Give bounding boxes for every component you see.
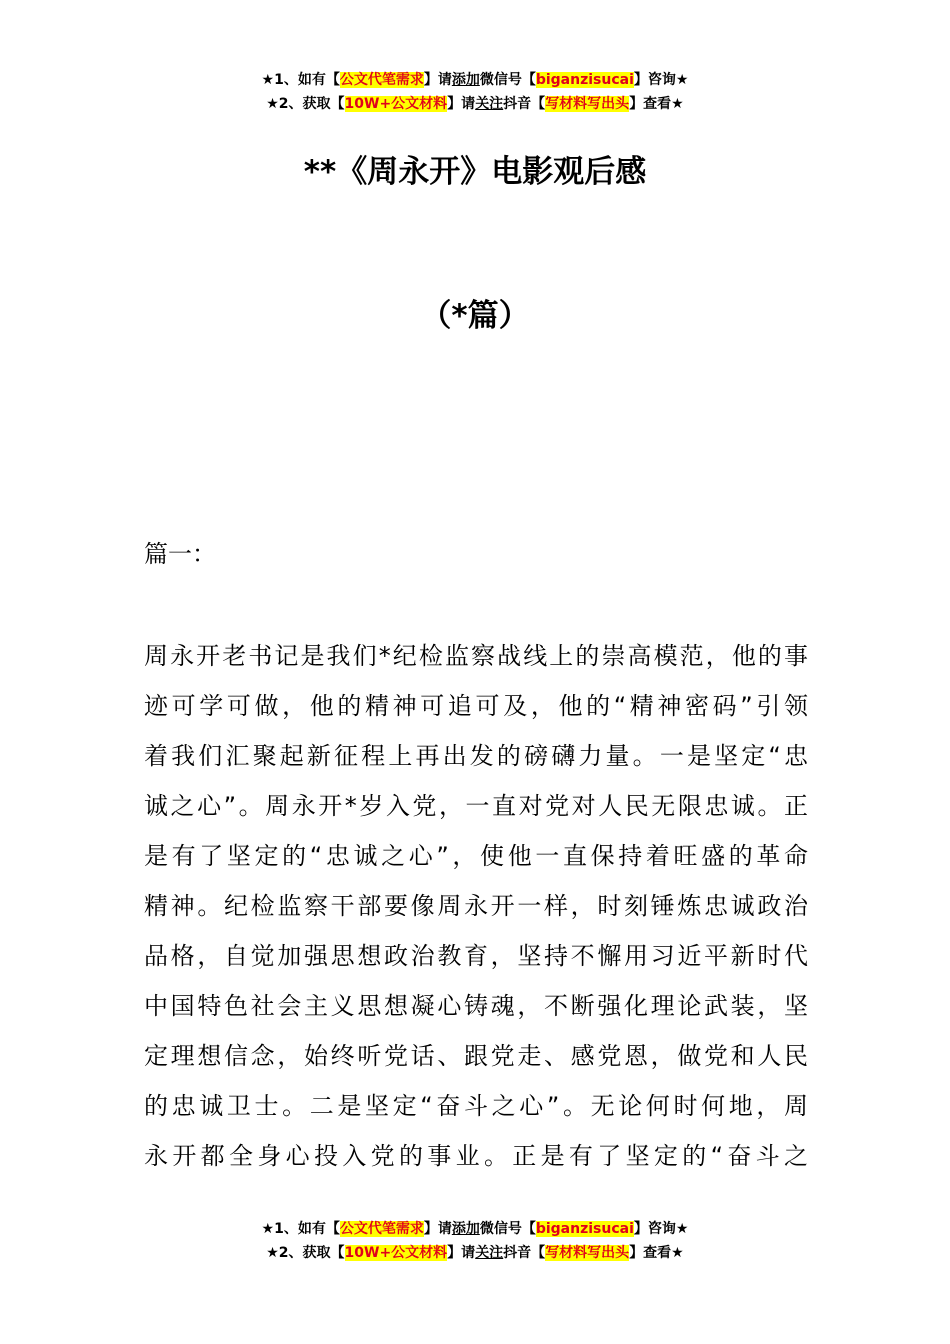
promo-text: 微信号【 — [479, 1221, 536, 1237]
promo-text: 】咨询★ — [633, 72, 689, 88]
body-line: 的忠诚卫士。二是坚定“奋斗之心”。无论何时何地，周 — [144, 1092, 808, 1120]
promo-underlined-text: 关注 — [475, 1245, 504, 1261]
promo-text: 】请 — [423, 72, 452, 88]
promo-text: 】请 — [447, 96, 476, 112]
promo-text: 微信号【 — [479, 72, 536, 88]
promo-highlight: 10W+公文材料 — [344, 96, 448, 112]
promo-text: ★1、如有【 — [261, 1221, 340, 1237]
promo-text: ★2、获取【 — [266, 96, 345, 112]
promo-highlight: 公文代笔需求 — [339, 72, 424, 88]
footer-promo-banner — [0, 1217, 950, 1265]
promo-underlined-text: 关注 — [475, 96, 504, 112]
body-line: 着我们汇聚起新征程上再出发的磅礴力量。一是坚定“忠 — [144, 742, 808, 770]
promo-wechat-id: biganzisucai — [535, 1221, 634, 1237]
promo-text: 抖音【 — [503, 96, 546, 112]
promo-line-1 — [0, 68, 950, 92]
promo-text: 】咨询★ — [633, 1221, 689, 1237]
promo-text: 】查看★ — [629, 1245, 684, 1261]
promo-underlined-text: 添加 — [451, 72, 480, 88]
body-line: 永开都全身心投入党的事业。正是有了坚定的“奋斗之 — [144, 1142, 808, 1170]
section-heading: 篇一： — [144, 540, 216, 568]
promo-text: ★2、获取【 — [266, 1245, 345, 1261]
document-subtitle: （*篇） — [420, 298, 530, 334]
promo-highlight: 10W+公文材料 — [344, 1245, 448, 1261]
promo-text: 抖音【 — [503, 1245, 546, 1261]
promo-text: 】请 — [447, 1245, 476, 1261]
promo-line-1 — [0, 1217, 950, 1241]
promo-text: 】请 — [423, 1221, 452, 1237]
promo-line-2 — [0, 1241, 950, 1265]
body-line: 精神。纪检监察干部要像周永开一样，时刻锤炼忠诚政治 — [144, 892, 808, 920]
promo-text: 】查看★ — [629, 96, 684, 112]
promo-douyin-id: 写材料写出头 — [545, 96, 630, 112]
body-line: 迹可学可做，他的精神可追可及，他的“精神密码”引领 — [144, 692, 808, 720]
document-title: **《周永开》电影观后感 — [303, 154, 647, 190]
body-paragraph — [144, 632, 808, 1182]
body-line: 周永开老书记是我们*纪检监察战线上的崇高模范，他的事 — [144, 642, 808, 670]
promo-wechat-id: biganzisucai — [535, 72, 634, 88]
promo-highlight: 公文代笔需求 — [339, 1221, 424, 1237]
promo-line-2 — [0, 92, 950, 116]
body-line: 诚之心”。周永开*岁入党，一直对党对人民无限忠诚。正 — [144, 792, 808, 820]
header-promo-banner — [0, 68, 950, 116]
body-line: 定理想信念，始终听党话、跟党走、感党恩，做党和人民 — [144, 1042, 808, 1070]
body-line: 品格，自觉加强思想政治教育，坚持不懈用习近平新时代 — [144, 942, 808, 970]
body-line: 中国特色社会主义思想凝心铸魂，不断强化理论武装，坚 — [144, 992, 808, 1020]
body-line: 是有了坚定的“忠诚之心”，使他一直保持着旺盛的革命 — [144, 842, 808, 870]
promo-douyin-id: 写材料写出头 — [545, 1245, 630, 1261]
promo-underlined-text: 添加 — [451, 1221, 480, 1237]
promo-text: ★1、如有【 — [261, 72, 340, 88]
